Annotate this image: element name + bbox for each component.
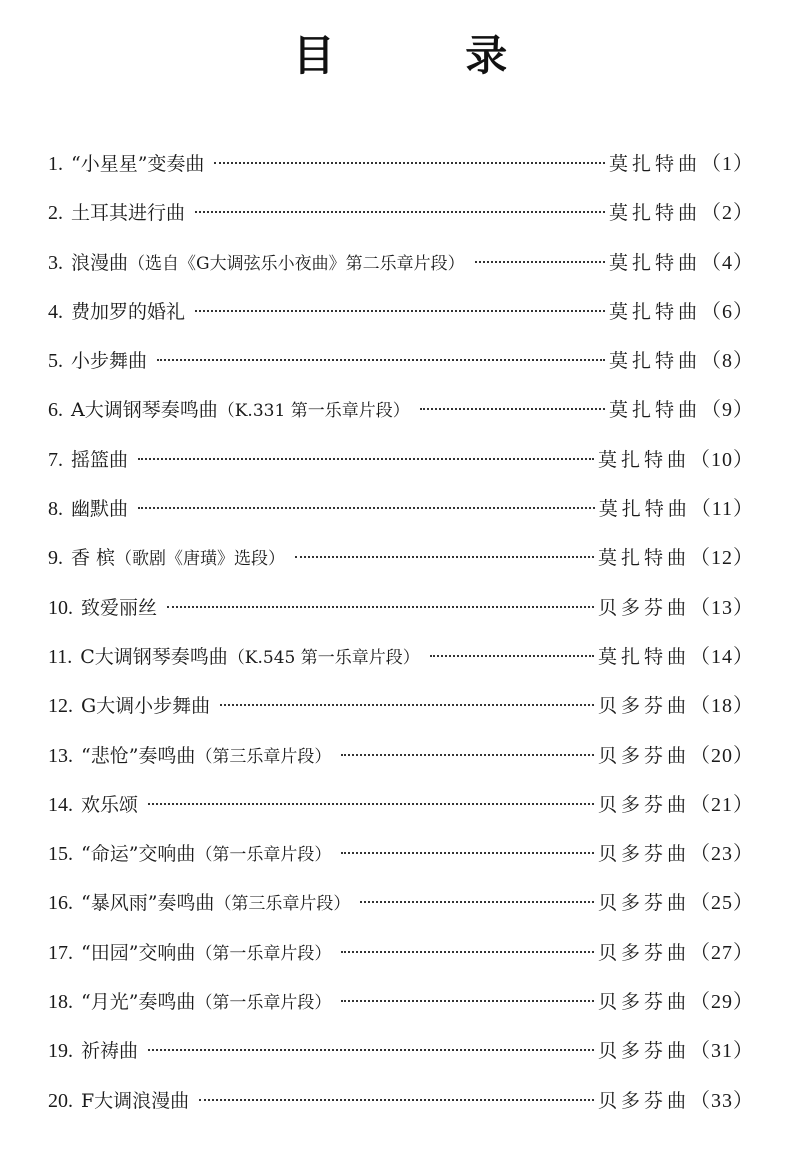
dot-leader [167, 606, 594, 608]
entry-title: 小步舞曲 [71, 350, 148, 373]
entry-title: C大调钢琴奏鸣曲 [80, 645, 228, 668]
entry-composer: 贝多芬曲 [597, 695, 690, 718]
entry-number: 18. [48, 991, 73, 1014]
entry-composer: 贝多芬曲 [597, 941, 690, 964]
entry-title: 致爱丽丝 [81, 596, 158, 619]
entry-composer: 莫扎特曲 [597, 645, 690, 668]
entry-page-number: （4） [701, 251, 754, 274]
entry-title: 幽默曲 [71, 498, 129, 521]
dot-leader [138, 507, 595, 509]
entry-title: G大调小步舞曲 [81, 695, 211, 718]
entry-composer: 贝多芬曲 [597, 1089, 690, 1112]
dot-leader [195, 310, 605, 312]
entry-number: 13. [48, 744, 73, 767]
toc-entry [48, 1027, 754, 1076]
toc-entry [48, 288, 754, 337]
entry-number: 12. [48, 695, 73, 718]
entry-number: 5. [48, 350, 63, 373]
page-title: 目 录 [292, 31, 566, 80]
dot-leader [157, 359, 605, 361]
entry-number: 9. [48, 547, 63, 570]
dot-leader [360, 901, 594, 903]
entry-composer: 贝多芬曲 [597, 843, 690, 866]
entry-page-number: （10） [690, 448, 754, 471]
entry-composer: 贝多芬曲 [597, 892, 690, 915]
dot-leader [214, 162, 605, 164]
dot-leader [341, 1000, 594, 1002]
entry-title: 欢乐颂 [81, 793, 139, 816]
toc-entry [48, 682, 754, 731]
toc-entry [48, 929, 754, 978]
entry-number: 11. [48, 645, 73, 668]
entry-composer: 贝多芬曲 [597, 1040, 690, 1063]
entry-number: 16. [48, 892, 73, 915]
entry-composer: 莫扎特曲 [608, 202, 701, 225]
dot-leader [475, 261, 605, 263]
entry-title: 摇篮曲 [71, 448, 129, 471]
entry-page-number: （27） [690, 941, 754, 964]
entry-composer: 莫扎特曲 [608, 300, 701, 323]
entry-subtitle: （选自《G大调弦乐小夜曲》第二乐章片段） [128, 253, 465, 274]
entry-page-number: （18） [690, 695, 754, 718]
entry-page-number: （9） [701, 399, 754, 422]
entry-page-number: （12） [690, 547, 754, 570]
entry-composer: 莫扎特曲 [597, 448, 690, 471]
toc-entry [48, 1077, 754, 1126]
dot-leader [341, 951, 594, 953]
entry-title: “悲怆”奏鸣曲 [81, 744, 196, 767]
entry-page-number: （14） [690, 645, 754, 668]
entry-page-number: （33） [690, 1089, 754, 1112]
toc-entry [48, 879, 754, 928]
entry-number: 7. [48, 448, 63, 471]
entry-page-number: （25） [690, 892, 754, 915]
dot-leader [341, 754, 594, 756]
entry-number: 15. [48, 843, 73, 866]
entry-number: 6. [48, 399, 63, 422]
entry-number: 1. [48, 153, 63, 175]
entry-number: 20. [48, 1089, 73, 1112]
toc-entry [48, 436, 754, 485]
dot-leader [430, 655, 594, 657]
entry-title: 浪漫曲 [71, 251, 129, 274]
entry-number: 14. [48, 793, 73, 816]
entry-page-number: （8） [701, 350, 754, 373]
entry-page-number: （2） [701, 202, 754, 225]
entry-page-number: （29） [690, 991, 754, 1014]
entry-title: 费加罗的婚礼 [71, 300, 186, 323]
entry-page-number: （11） [690, 498, 754, 521]
entry-page-number: （13） [690, 596, 754, 619]
entry-composer: 贝多芬曲 [597, 991, 690, 1014]
toc-entry [48, 337, 754, 386]
dot-leader [138, 458, 594, 460]
entry-page-number: （20） [690, 744, 754, 767]
entry-composer: 莫扎特曲 [608, 350, 701, 373]
entry-title: “命运”交响曲 [81, 843, 196, 866]
entry-number: 8. [48, 498, 63, 521]
entry-page-number: （31） [690, 1040, 754, 1063]
entry-number: 4. [48, 300, 63, 323]
dot-leader [195, 211, 605, 213]
entry-number: 19. [48, 1040, 73, 1063]
entry-composer: 贝多芬曲 [597, 793, 690, 816]
entry-composer: 莫扎特曲 [597, 547, 690, 570]
entry-composer: 贝多芬曲 [597, 596, 690, 619]
toc-entry [48, 140, 754, 189]
entry-page-number: （23） [690, 843, 754, 866]
entry-title: A大调钢琴奏鸣曲 [71, 399, 218, 422]
toc-entry [48, 584, 754, 633]
entry-title: 祈祷曲 [81, 1040, 139, 1063]
entry-title: “月光”奏鸣曲 [81, 991, 196, 1014]
entry-page-number: （1） [701, 153, 754, 175]
entry-subtitle: （第一乐章片段） [195, 845, 332, 866]
entry-title: “暴风雨”奏鸣曲 [81, 892, 215, 915]
dot-leader [295, 556, 594, 558]
entry-number: 2. [48, 202, 63, 225]
toc-entry [48, 239, 754, 288]
toc-entry [48, 386, 754, 435]
toc-entry [48, 189, 754, 238]
entry-title: “小星星”变奏曲 [71, 153, 205, 175]
table-of-contents [48, 140, 754, 1126]
entry-title: F大调浪漫曲 [81, 1089, 190, 1112]
toc-entry [48, 633, 754, 682]
toc-entry [48, 781, 754, 830]
entry-title: “田园”交响曲 [81, 941, 196, 964]
entry-page-number: （6） [701, 300, 754, 323]
entry-subtitle: （第三乐章片段） [195, 746, 332, 767]
entry-title: 香 槟 [71, 547, 116, 570]
toc-entry [48, 830, 754, 879]
entry-subtitle: （第一乐章片段） [195, 993, 332, 1014]
entry-number: 17. [48, 941, 73, 964]
dot-leader [148, 803, 594, 805]
dot-leader [341, 852, 594, 854]
entry-subtitle: （歌剧《唐璜》选段） [115, 549, 286, 570]
toc-entry [48, 485, 754, 534]
dot-leader [199, 1099, 594, 1101]
entry-title: 土耳其进行曲 [71, 202, 186, 225]
entry-subtitle: （第三乐章片段） [214, 894, 351, 915]
entry-number: 3. [48, 251, 63, 274]
dot-leader [220, 704, 594, 706]
toc-entry [48, 534, 754, 583]
toc-entry [48, 978, 754, 1027]
entry-page-number: （21） [690, 793, 754, 816]
dot-leader [148, 1049, 594, 1051]
entry-composer: 莫扎特曲 [608, 153, 701, 175]
entry-composer: 莫扎特曲 [608, 399, 701, 422]
entry-number: 10. [48, 596, 73, 619]
entry-composer: 贝多芬曲 [597, 744, 690, 767]
entry-subtitle: （K.545 第一乐章片段） [227, 647, 420, 668]
dot-leader [420, 408, 605, 410]
entry-subtitle: （第一乐章片段） [195, 943, 332, 964]
toc-entry [48, 732, 754, 781]
entry-composer: 莫扎特曲 [608, 251, 701, 274]
entry-composer: 莫扎特曲 [598, 498, 691, 521]
entry-subtitle: （K.331 第一乐章片段） [217, 401, 410, 422]
